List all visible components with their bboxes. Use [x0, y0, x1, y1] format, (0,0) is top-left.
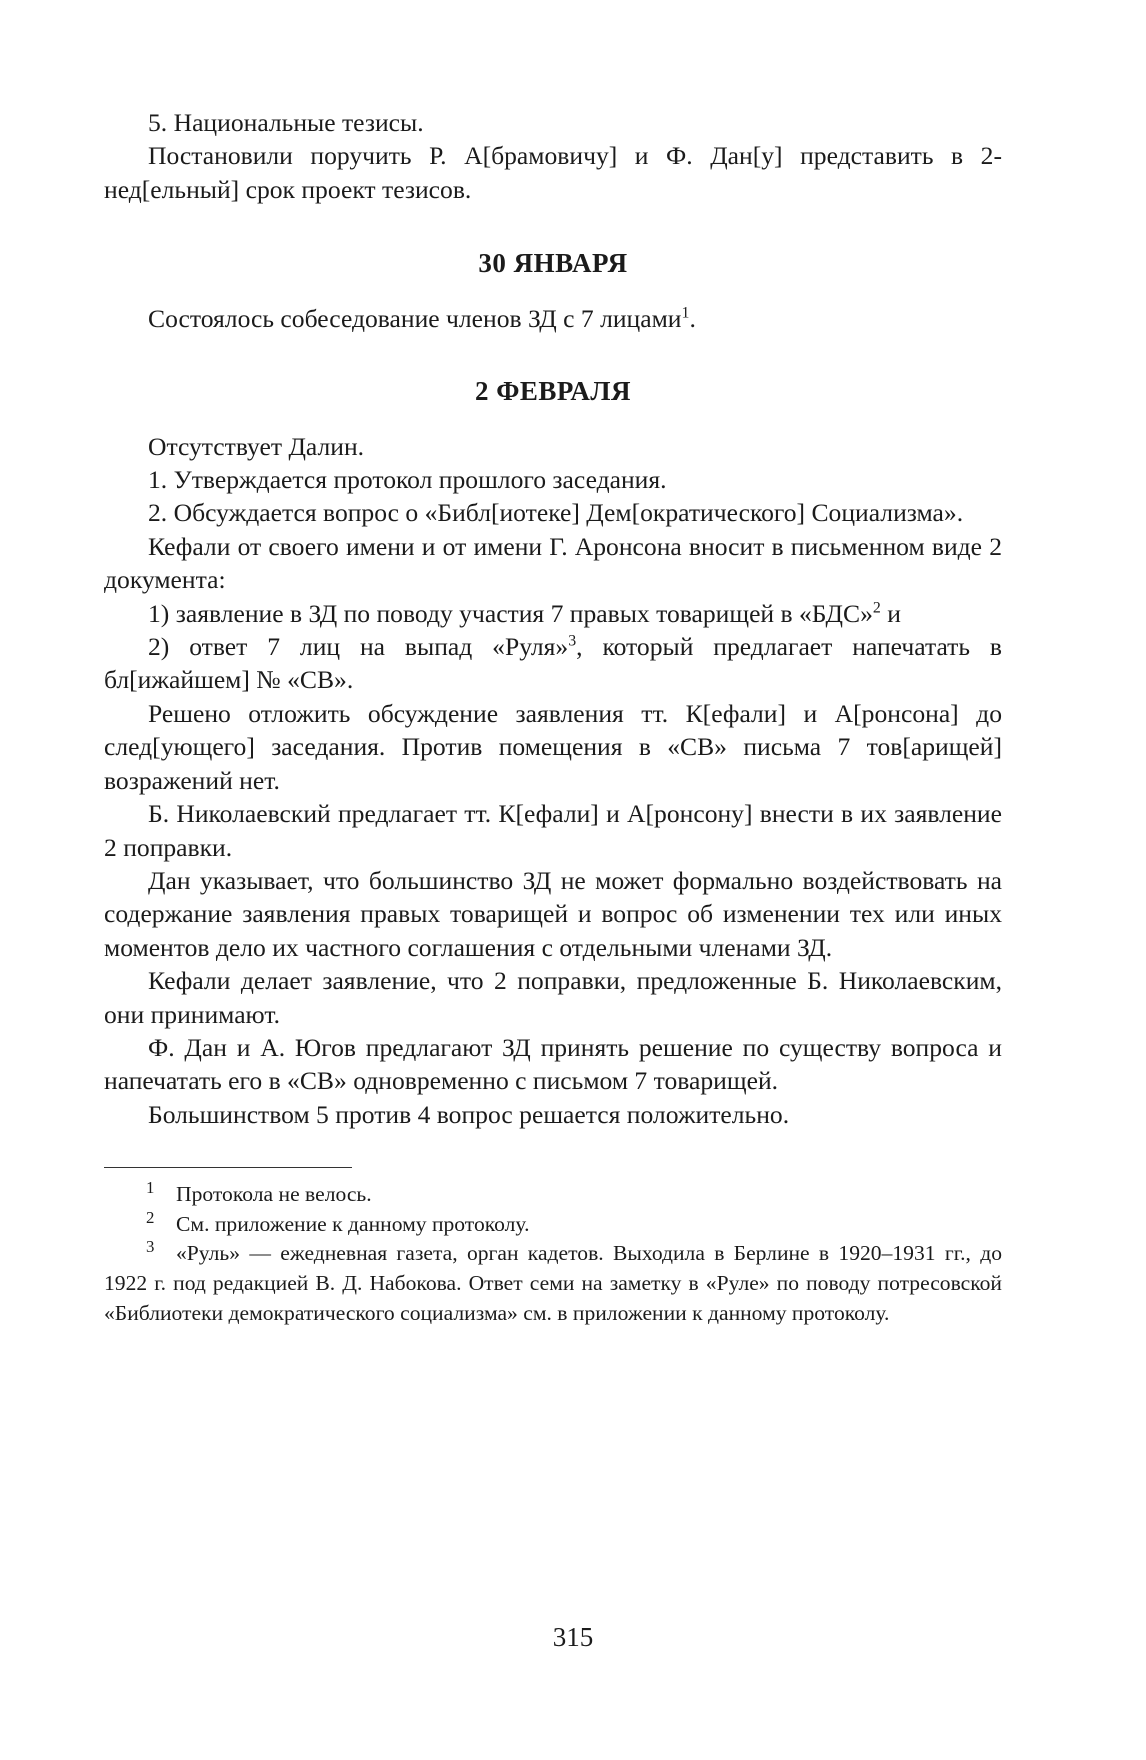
paragraph-dan: Дан указывает, что большинство ЗД не может формально воздействовать на содержание заявления правых товарищей и вопрос об изменении тех или иных моментов дело их частного соглашения с отдельными членами ЗД. — [104, 865, 1002, 962]
paragraph-national-theses: 5. Национальные тезисы. — [148, 108, 424, 137]
paragraph-document-1-tail: и — [880, 598, 901, 628]
footnote-2: 2 См. приложение к данному протоколу. — [146, 1207, 530, 1236]
footnote-ref-2: 2 — [872, 599, 881, 617]
footnote-3: 3 «Руль» — ежедневная газета, орган кадетов. Выходила в Берлине в 1920–1931 гг., до 1922 г. под редакцией В. Д. Набокова. Ответ семи на заметку в «Руле» по поводу потресовской «Библиотеки демократического социализма» см. в приложении к данному протоколу. — [104, 1237, 1002, 1325]
paragraph-interview-text: Состоялось собеседование членов ЗД с 7 лицами — [148, 304, 682, 334]
paragraph-item-2: 2. Обсуждается вопрос о «Библ[иотеке] Дем[ократического] Социализма». — [148, 498, 964, 528]
paragraph-interview-tail: . — [689, 304, 696, 334]
section-heading-january-30: 30 ЯНВАРЯ — [478, 248, 628, 279]
paragraph-kefali-documents: Кефали от своего имени и от имени Г. Аронсона вносит в письменном виде 2 документа: — [104, 531, 1002, 595]
paragraph-interview — [104, 302, 1002, 335]
footnote-3-text: «Руль» — ежедневная газета, орган кадетов. Выходила в Берлине в 1920–1931 гг., до 1922 г. под редакцией В. Д. Набокова. Ответ семи на заметку в «Руле» по поводу потресовской «Библиотеки демократического социализма» см. в приложении к данному протоколу. — [104, 1241, 1002, 1325]
footnote-1-text: Протокола не велось. — [176, 1182, 372, 1207]
paragraph-nikolaevsky: Б. Николаевский предлагает тт. К[ефали] и А[ронсону] внести в их заявление 2 поправки. — [104, 799, 1002, 862]
paragraph-vote-result: Большинством 5 против 4 вопрос решается положительно. — [148, 1099, 790, 1129]
footnote-2-text: См. приложение к данному протоколу. — [176, 1211, 530, 1236]
paragraph-document-2 — [104, 630, 1002, 697]
paragraph-resolution-theses: Постановили поручить Р. А[брамовичу] и Ф. Дан[у] представить в 2-нед[ельный] срок проект тезисов. — [104, 141, 1002, 204]
paragraph-kefali-accepts: Кефали делает заявление, что 2 поправки, предложенные Б. Николаевским, они принимают. — [104, 966, 1002, 1029]
footnote-ref-3: 3 — [568, 632, 577, 650]
paragraph-document-2-text: 2) ответ 7 лиц на выпад «Руля» — [148, 632, 569, 662]
paragraph-item-1: 1. Утверждается протокол прошлого заседания. — [148, 465, 667, 495]
paragraph-dan-yugov: Ф. Дан и А. Югов предлагают ЗД принять решение по существу вопроса и напечатать его в «СВ» одновременно с письмом 7 товарищей. — [104, 1032, 1002, 1096]
paragraph-document-1 — [104, 597, 1002, 630]
paragraph-absent: Отсутствует Далин. — [148, 431, 365, 461]
paragraph-document-1-text: 1) заявление в ЗД по поводу участия 7 правых товарищей в «БДС» — [148, 598, 873, 628]
footnote-ref-1: 1 — [681, 304, 690, 322]
page-number: 315 — [552, 1622, 594, 1652]
page-body — [104, 106, 1002, 1328]
paragraph-decision-postpone: Решено отложить обсуждение заявления тт. К[ефали] и А[ронсона] до след[ующего] заседания. Против помещения в «СВ» письма 7 тов[арищей] возражений нет. — [104, 698, 1002, 795]
footnote-1: 1 Протокола не велось. — [146, 1177, 372, 1207]
section-heading-february-2: 2 ФЕВРАЛЯ — [474, 375, 632, 406]
paragraph-document-2-tail: , который предлагает напечатать в бл[ижайшем] № «СВ». — [104, 632, 1002, 695]
